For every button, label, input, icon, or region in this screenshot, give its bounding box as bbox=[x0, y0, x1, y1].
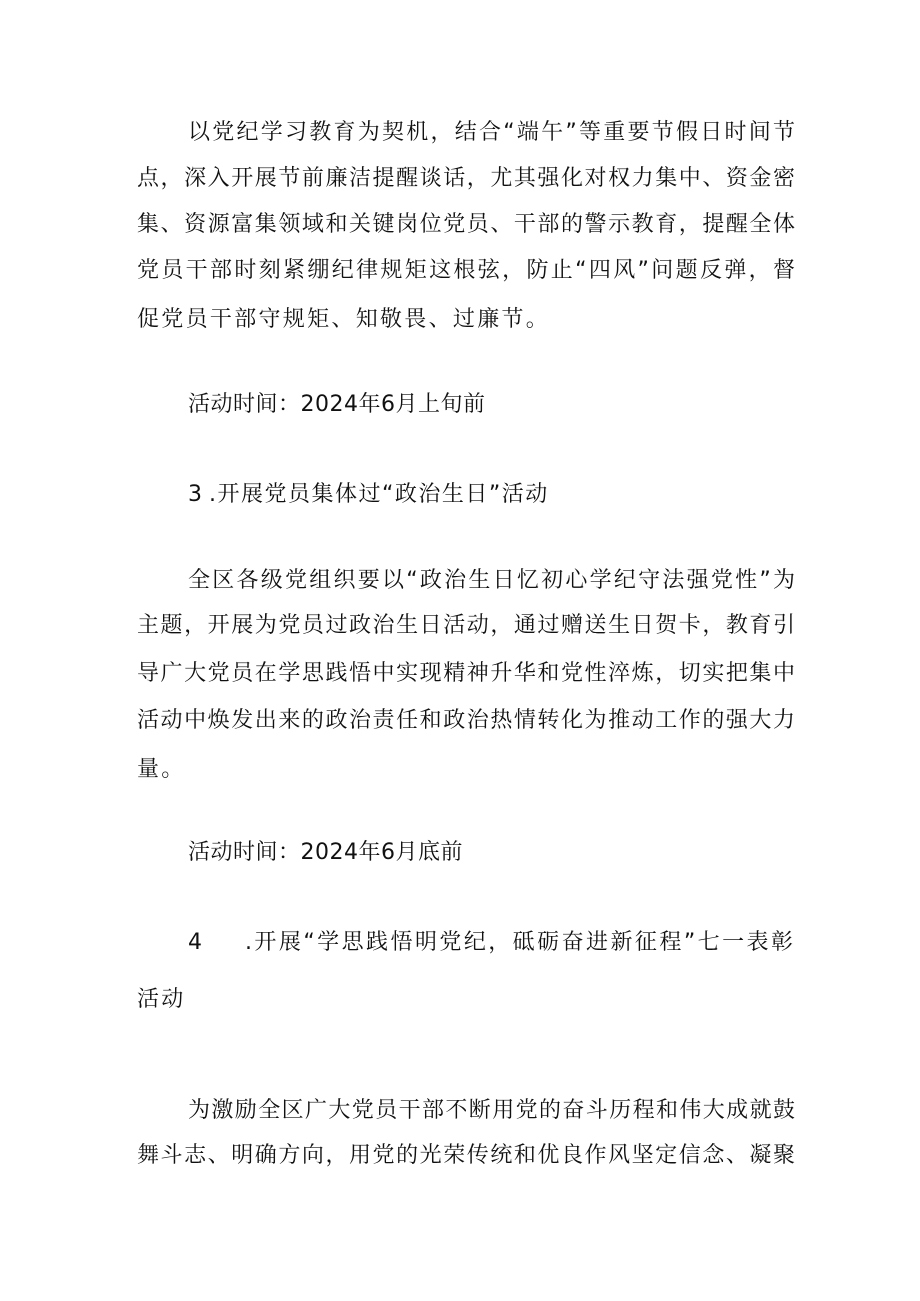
paragraph-line: 全区各级党组织要以“政治生日忆初心学纪守法强党性”为 bbox=[188, 568, 795, 593]
paragraph-line: 量。 bbox=[137, 757, 186, 782]
section-number: 4 bbox=[188, 930, 202, 955]
paragraph-line: 舞斗志、明确方向，用党的光荣传统和优良作风坚定信念、凝聚 bbox=[137, 1143, 795, 1168]
paragraph-line: 党员干部时刻紧绷纪律规矩这根弦，防止“四风”问题反弹，督 bbox=[137, 258, 795, 283]
paragraph-line: 促党员干部守规矩、知敬畏、过廉节。 bbox=[137, 307, 551, 332]
activity-time: 活动时间：2024年6月底前 bbox=[188, 840, 463, 865]
section-title: .开展“学思践悟明党纪，砥砺奋进新征程”七一表彰 bbox=[245, 930, 793, 955]
paragraph-line: 以党纪学习教育为契机，结合“端午”等重要节假日时间节 bbox=[188, 120, 795, 145]
paragraph-line: 为激励全区广大党员干部不断用党的奋斗历程和伟大成就鼓 bbox=[188, 1098, 795, 1123]
paragraph-line: 活动中焕发出来的政治责任和政治热情转化为推动工作的强大力 bbox=[137, 708, 795, 733]
section-title: .开展党员集体过“政治生日”活动 bbox=[209, 482, 549, 507]
paragraph-line: 主题，开展为党员过政治生日活动，通过赠送生日贺卡，教育引 bbox=[137, 613, 795, 638]
activity-time: 活动时间：2024年6月上旬前 bbox=[188, 392, 486, 417]
paragraph-line: 点，深入开展节前廉洁提醒谈话，尤其强化对权力集中、资金密 bbox=[137, 166, 795, 191]
section-number: 3 bbox=[188, 482, 202, 507]
paragraph-line: 导广大党员在学思践悟中实现精神升华和党性淬炼，切实把集中 bbox=[137, 661, 795, 686]
section-title-continued: 活动 bbox=[137, 987, 186, 1012]
paragraph-line: 集、资源富集领域和关键岗位党员、干部的警示教育，提醒全体 bbox=[137, 212, 795, 237]
